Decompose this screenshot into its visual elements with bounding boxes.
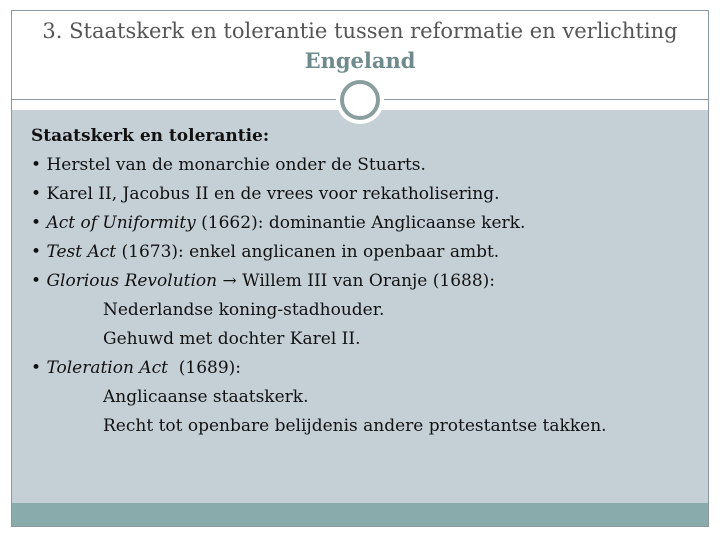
text: (1689): — [167, 358, 242, 378]
text: (1673): enkel anglicanen in openbaar ambt. — [116, 242, 500, 262]
text: Willem III van Oranje (1688): — [242, 271, 496, 291]
bullet: • — [31, 271, 42, 291]
emphasis: Act of Uniformity — [46, 213, 196, 233]
title-line: 3. Staatskerk en tolerantie tussen reformatie en verlichting — [42, 19, 678, 43]
text: (1662): dominantie Anglicaanse kerk. — [195, 213, 526, 233]
bullet-item — [31, 151, 607, 180]
text: Herstel van de monarchie onder de Stuarts. — [46, 155, 426, 175]
arrow-right-icon: → — [217, 271, 243, 291]
bullet: • — [31, 213, 42, 233]
slide-title — [11, 16, 709, 76]
emphasis: Glorious Revolution — [46, 271, 218, 291]
bullet-item — [31, 209, 607, 238]
slide-body — [31, 122, 607, 441]
sub-item: Nederlandse koning-stadhouder. — [103, 300, 385, 320]
sub-item: Anglicaanse staatskerk. — [103, 387, 309, 407]
bullet: • — [31, 242, 42, 262]
bullet-item — [31, 267, 607, 296]
bullet-item — [31, 180, 607, 209]
bullet-item — [31, 354, 607, 383]
emphasis: Test Act — [46, 242, 117, 262]
sub-item: Gehuwd met dochter Karel II. — [103, 329, 361, 349]
bullet-item — [31, 238, 607, 267]
sub-item: Recht tot openbare belijdenis andere protestantse takken. — [103, 416, 607, 436]
bullet: • — [31, 155, 42, 175]
text: Karel II, Jacobus II en de vrees voor rekatholisering. — [46, 184, 500, 204]
emphasis: Toleration Act — [46, 358, 168, 378]
bullet: • — [31, 358, 42, 378]
section-heading: Staatskerk en tolerantie: — [31, 126, 270, 146]
circle-ornament-icon — [340, 80, 380, 120]
title-subtitle: Engeland — [304, 48, 416, 73]
footer-bar — [12, 503, 708, 526]
bullet: • — [31, 184, 42, 204]
